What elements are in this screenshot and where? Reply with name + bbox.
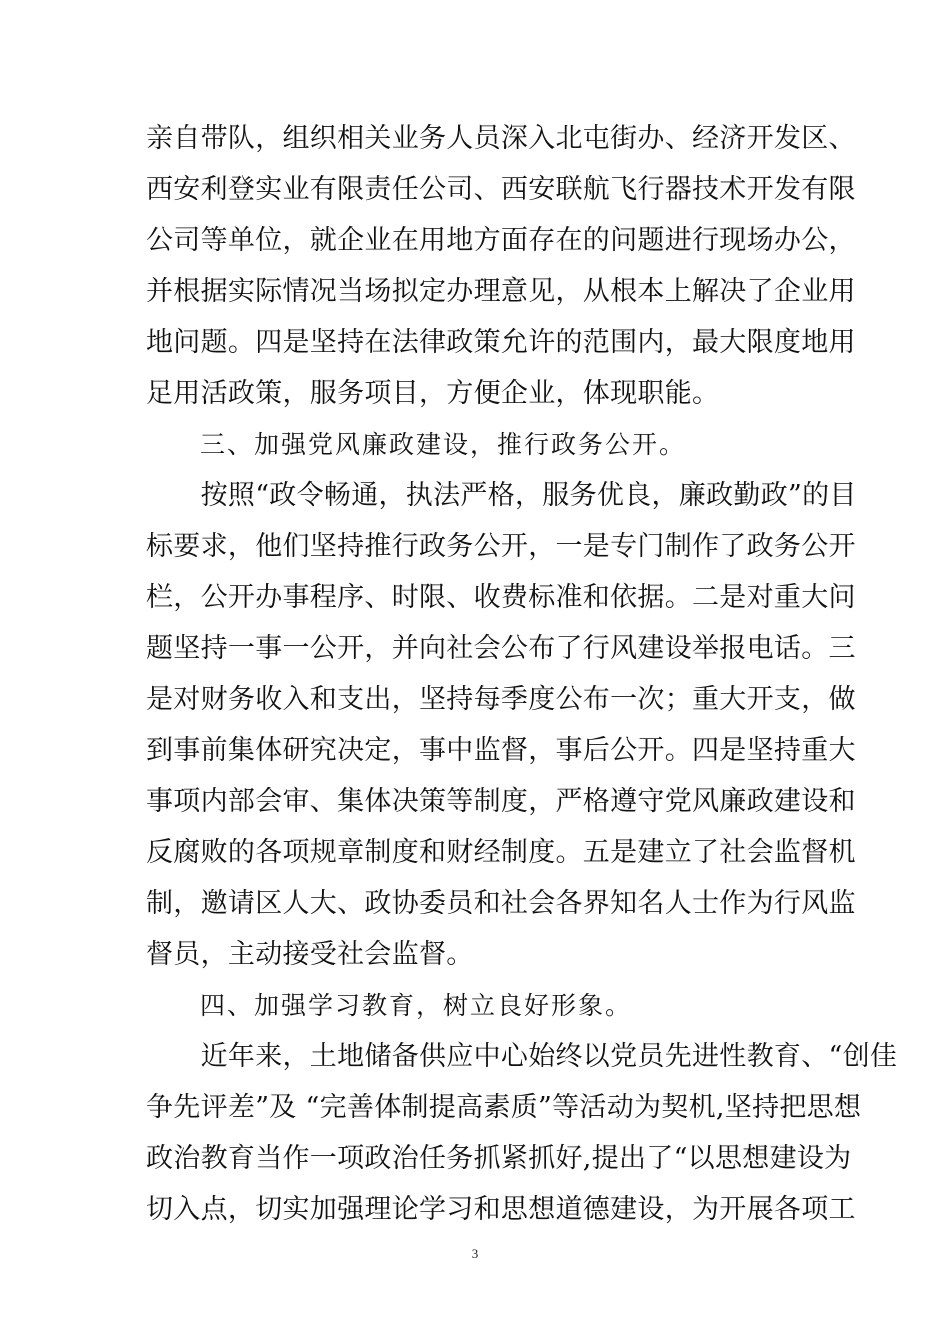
body-text	[146, 113, 898, 1235]
text-line: 足用活政策，服务项目，方便企业，体现职能。	[146, 378, 720, 409]
page-number: 3	[471, 1246, 479, 1261]
text-line: 切入点，切实加强理论学习和思想道德建设，为开展各项工	[146, 1194, 856, 1225]
text-line: 督员，主动接受社会监督。	[146, 939, 474, 970]
section-heading: 三、加强党风廉政建设，推行政务公开。	[146, 430, 687, 459]
text-line: 反腐败的各项规章制度和财经制度。五是建立了社会监督机	[146, 837, 856, 868]
text-line: 事项内部会审、集体决策等制度，严格遵守党风廉政建设和	[146, 786, 856, 817]
section-heading: 四、加强学习教育，树立良好形象。	[146, 991, 633, 1020]
text-line: 题坚持一事一公开，并向社会公布了行风建设举报电话。三	[146, 633, 856, 664]
text-line: 是对财务收入和支出，坚持每季度公布一次；重大开支，做	[146, 684, 856, 715]
text-line: 地问题。四是坚持在法律政策允许的范围内，最大限度地用	[146, 327, 856, 358]
text-line: 标要求，他们坚持推行政务公开，一是专门制作了政务公开	[146, 531, 856, 562]
text-line: 到事前集体研究决定，事中监督，事后公开。四是坚持重大	[146, 735, 856, 766]
text-line: 栏，公开办事程序、时限、收费标准和依据。二是对重大问	[146, 582, 856, 613]
text-line: 按照“政令畅通，执法严格，服务优良，廉政勤政”的目	[146, 480, 857, 511]
text-line: 争先评差”及 “完善体制提高素质”等活动为契机,坚持把思想	[146, 1092, 862, 1123]
text-line: 亲自带队，组织相关业务人员深入北屯街办、经济开发区、	[146, 123, 856, 154]
text-line: 政治教育当作一项政治任务抓紧抓好,提出了“以思想建设为	[146, 1143, 852, 1174]
text-line: 制，邀请区人大、政协委员和社会各界知名人士作为行风监	[146, 888, 856, 919]
text-line: 西安利登实业有限责任公司、西安联航飞行器技术开发有限	[146, 174, 856, 205]
text-line: 近年来，土地储备供应中心始终以党员先进性教育、“创佳	[146, 1041, 898, 1072]
text-line: 并根据实际情况当场拟定办理意见，从根本上解决了企业用	[146, 276, 856, 307]
text-line: 公司等单位，就企业在用地方面存在的问题进行现场办公，	[146, 225, 856, 256]
